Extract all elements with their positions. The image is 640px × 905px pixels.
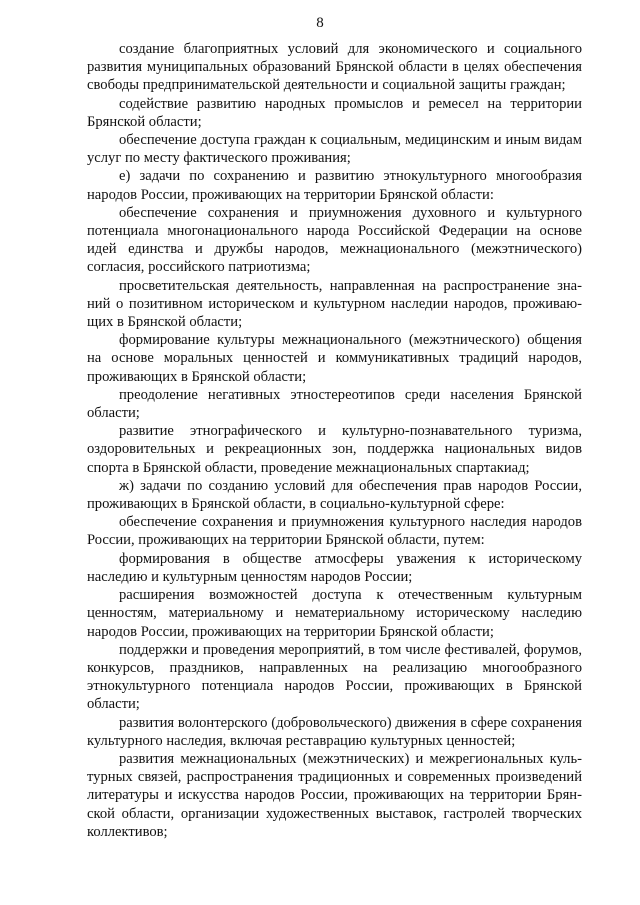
- paragraph: создание благоприятных условий для экономического и социального развития муниципальных образований Брянской области в целях обеспечения свободы предпринимательской деятельности и социальной защиты граждан;: [87, 41, 582, 94]
- paragraph: обеспечение сохранения и приумножения культурного наследия народов России, проживающих на территории Брянской области, путем:: [87, 514, 582, 549]
- paragraph: ж) задачи по созданию условий для обеспечения прав народов России, проживающих в Брянской области, в социально-культурной сфере:: [87, 477, 582, 513]
- page-number: 8: [316, 15, 324, 31]
- paragraph: формирование культуры межнационального (межэтнического) общения на основе моральных ценностей и коммуникативных традиций народов, проживающих в Брянской области;: [87, 332, 582, 385]
- paragraph: поддержки и проведения мероприятий, в том числе фестивалей, форумов, конкурсов, праздников, направленных на реализацию многообразного этнокультурного потенциала народов России, проживающих в Брянской области;: [87, 641, 582, 713]
- paragraph: обеспечение доступа граждан к социальным, медицинским и иным видам услуг по месту фактического проживания;: [87, 132, 582, 167]
- paragraph: расширения возможностей доступа к отечественным культурным ценностям, материальному и нематериальному историческому наследию народов России, проживающих на территории Брянской области;: [87, 587, 582, 640]
- paragraph: е) задачи по сохранению и развитию этнокультурного многообразия народов России, проживающих на территории Брянской области:: [87, 168, 582, 203]
- paragraph: формирования в обществе атмосферы уважения к историческому наследию и культурным ценностям народов России;: [87, 550, 582, 585]
- paragraph: преодоление негативных этностереотипов среди населения Брянской области;: [87, 386, 582, 422]
- paragraph: обеспечение сохранения и приумножения духовного и культурного потенциала многонационального народа Российской Федерации на основе идей единства и дружбы народов, межнационального (межэтнического) согласия, российского патриотизма;: [87, 204, 582, 276]
- paragraph: развития межнациональных (межэтнических) и межрегиональных культурных связей, распространения традиционных и современных произведений литературы и искусства народов России, проживающих на территории Брянской области, организации художественных выставок, гастролей творческих коллективов;: [87, 750, 582, 840]
- paragraph: содействие развитию народных промыслов и ремесел на территории Брянской области;: [87, 95, 582, 130]
- body-text: [87, 40, 582, 841]
- paragraph: просветительская деятельность, направленная на распространение знаний о позитивном историческом и культурном наследии народов, проживающих в Брянской области;: [87, 277, 582, 331]
- paragraph: развития волонтерского (добровольческого) движения в сфере сохранения культурного наследия, включая реставрацию культурных ценностей;: [87, 714, 582, 749]
- paragraph: развитие этнографического и культурно-познавательного туризма, оздоровительных и рекреационных зон, поддержка национальных видов спорта в Брянской области, проведение межнациональных спартакиад;: [87, 423, 582, 476]
